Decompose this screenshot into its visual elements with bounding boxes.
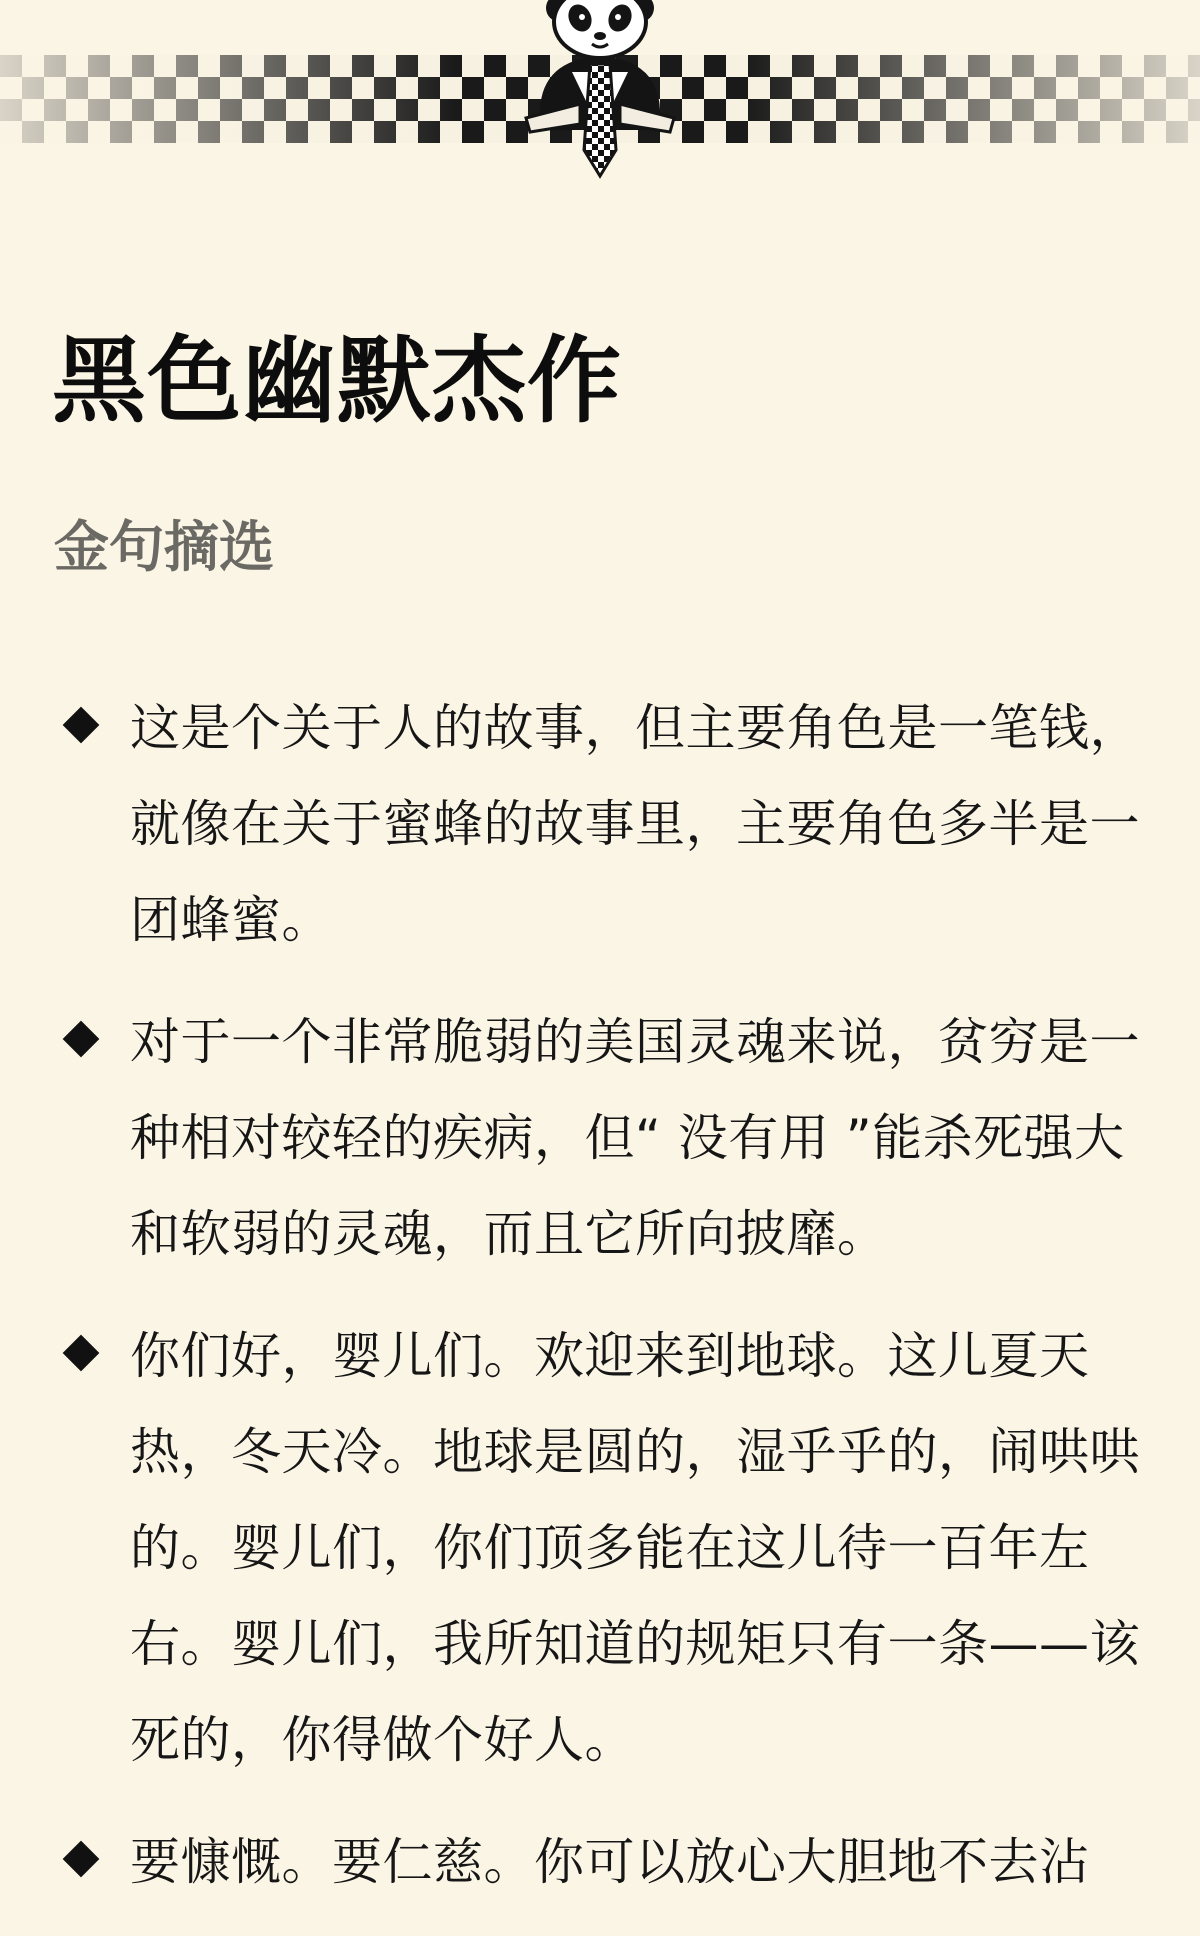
quote-item bbox=[56, 1814, 1146, 1910]
quote-item bbox=[56, 680, 1146, 968]
diamond-bullet-icon bbox=[63, 1021, 100, 1058]
quote-list bbox=[56, 680, 1146, 1936]
panda-mascot-icon bbox=[520, 0, 680, 180]
quote-item bbox=[56, 1308, 1146, 1788]
section-subtitle: 金句摘选 bbox=[54, 515, 275, 579]
quote-text: 对于一个非常脆弱的美国灵魂来说，贫穷是一种相对较轻的疾病，但“ 没有用 ”能杀死强大和软弱的灵魂，而且它所向披靡。 bbox=[130, 1013, 1140, 1263]
diamond-bullet-icon bbox=[63, 707, 100, 744]
header-band bbox=[0, 0, 1200, 180]
quote-text: 你们好，婴儿们。欢迎来到地球。这儿夏天热，冬天冷。地球是圆的，湿乎乎的，闹哄哄的。婴儿们，你们顶多能在这儿待一百年左右。婴儿们，我所知道的规矩只有一条——该死的，你得做个好人。 bbox=[130, 1327, 1140, 1769]
diamond-bullet-icon bbox=[63, 1841, 100, 1878]
quote-text: 要慷慨。要仁慈。你可以放心大胆地不去沾 bbox=[130, 1833, 1090, 1891]
quote-item bbox=[56, 994, 1146, 1282]
diamond-bullet-icon bbox=[63, 1335, 100, 1372]
quote-text: 这是个关于人的故事，但主要角色是一笔钱，就像在关于蜜蜂的故事里，主要角色多半是一团蜂蜜。 bbox=[130, 699, 1140, 949]
page-title: 黑色幽默杰作 bbox=[52, 327, 623, 436]
